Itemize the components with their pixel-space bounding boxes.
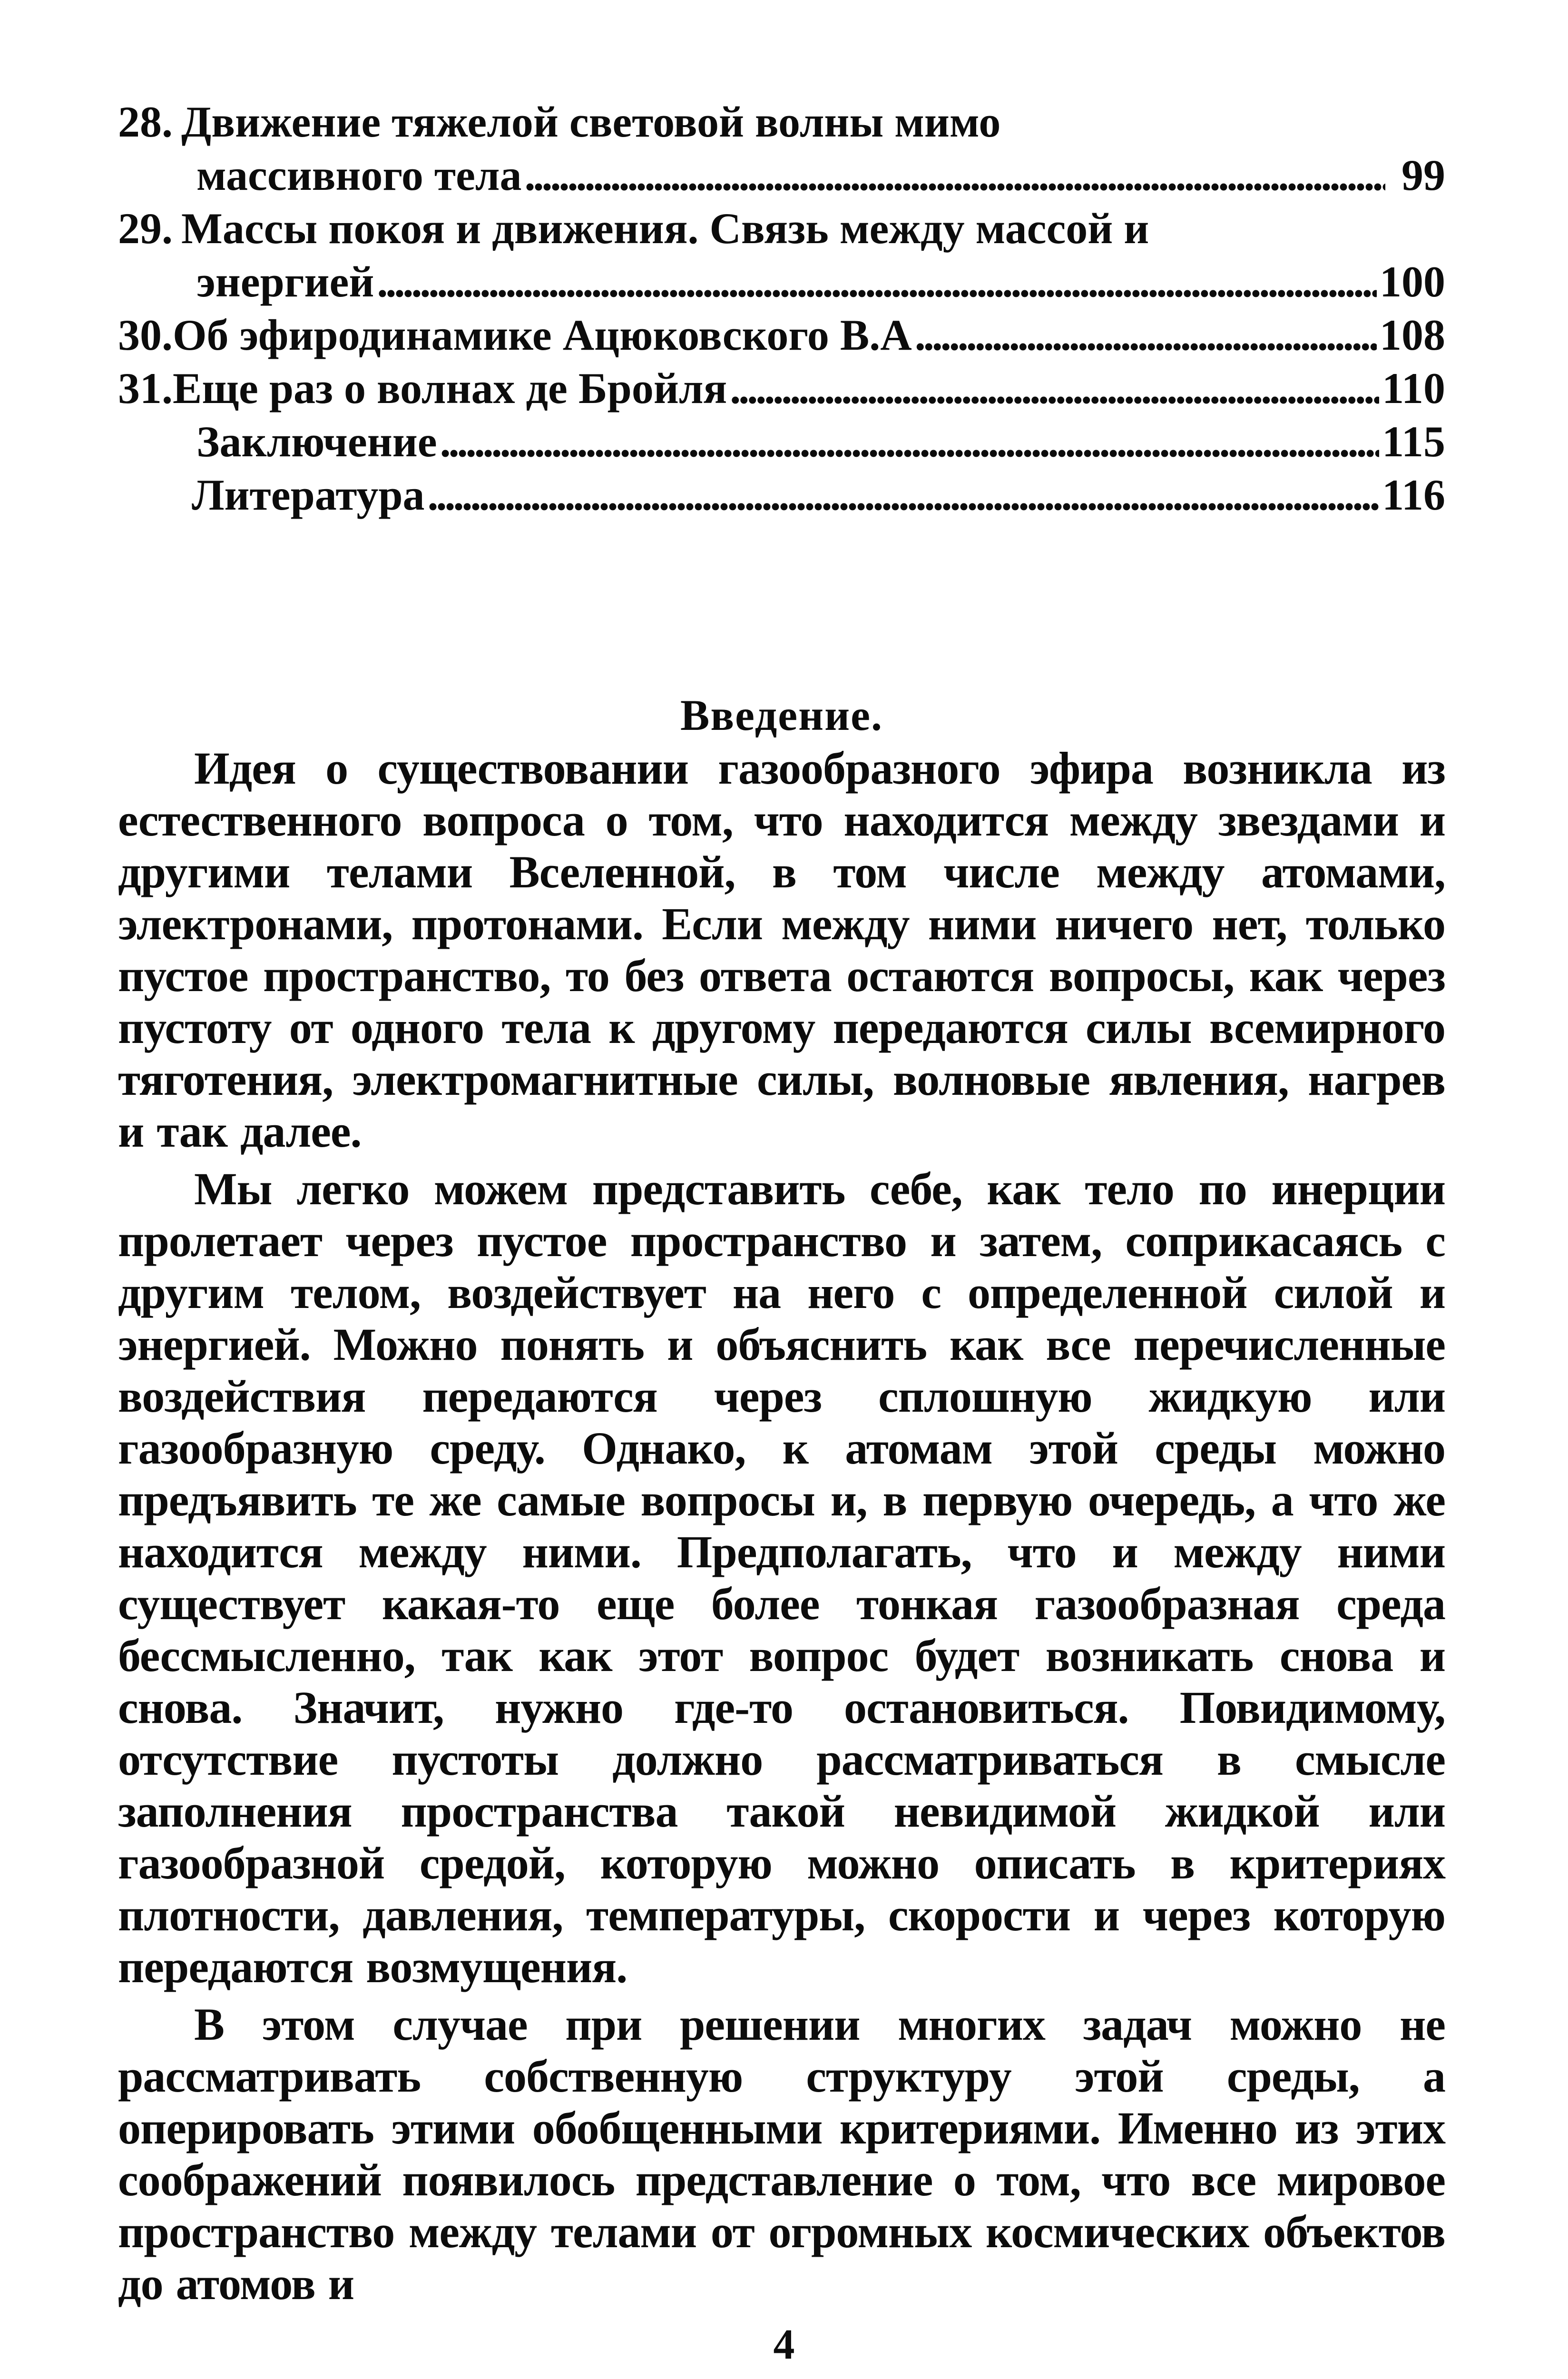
page-number: 4 <box>773 2321 795 2368</box>
toc-entry-title: Массы покоя и движения. Связь между массой и <box>181 204 1149 253</box>
page-content <box>118 95 1445 2309</box>
toc-entry-page: 108 <box>1380 311 1445 359</box>
paragraph: Идея о существовании газообразного эфира возникла из естественного вопроса о том, что находится между звездами и другими телами Вселенной, в том числе между атомами, электронами, протонами. Если между ними ничего нет, только пустое пространство, то без ответа остаются вопросы, как через пустоту от одного тела к другому передаются силы всемирного тяготения, электромагнитные силы, волновые явления, нагрев и так далее. <box>118 743 1445 1157</box>
toc-entry-literature <box>118 468 1445 521</box>
toc-entry-title: Заключение <box>196 417 437 466</box>
toc-entry-title: Еще раз о волнах де Бройля <box>173 364 727 413</box>
toc-entry-28-line2 <box>118 148 1445 202</box>
toc-entry-page: 99 <box>1401 151 1445 199</box>
paragraph: В этом случае при решении многих задач можно не рассматривать собственную структуру этой среды, а оперировать этими обобщенными критериями. Именно из этих соображений появилось представление о том, что все мировое пространство между телами от огромных космических объектов до атомов и <box>118 1999 1445 2309</box>
toc-dot-leader <box>525 148 1385 202</box>
toc-entry-number: 30. <box>118 311 173 359</box>
toc-entry-number: 28. <box>118 98 173 146</box>
toc-entry-page: 110 <box>1382 364 1445 413</box>
toc-entry-conclusion <box>118 415 1445 468</box>
paragraph: Мы легко можем представить себе, как тело по инерции пролетает через пустое пространство и затем, соприкасаясь с другим телом, воздействует на него с определенной силой и энергией. Можно понять и объяснить как все перечисленные воздействия передаются через сплошную жидкую или газообразную среду. Однако, к атомам этой среды можно предъявить те же самые вопросы и, в первую очередь, а что же находится между ними. Предполагать, что и между ними существует какая-то еще более тонкая газообразная среда бессмысленно, так как этот вопрос будет возникать снова и снова. Значит, нужно где-то остановиться. Повидимому, отсутствие пустоты должно рассматриваться в смысле заполнения пространства такой невидимой жидкой или газообразной средой, которую можно описать в критериях плотности, давления, температуры, скорости и через которую передаются возмущения. <box>118 1163 1445 1992</box>
toc-entry-31 <box>118 362 1445 415</box>
toc-dot-leader <box>730 362 1379 415</box>
toc-dot-leader <box>377 255 1377 308</box>
toc-dot-leader <box>915 308 1377 362</box>
toc-entry-page: 115 <box>1382 417 1445 466</box>
toc-entry-page: 100 <box>1380 257 1445 306</box>
toc-entry-title-continued: массивного тела <box>196 151 522 199</box>
toc-entry-30 <box>118 308 1445 362</box>
toc-entry-title-continued: энергией <box>196 257 374 306</box>
toc-entry-29-line2 <box>118 255 1445 308</box>
toc-entry-title: Об эфиродинамике Ацюковского В.А <box>173 311 912 359</box>
toc-entry-title: Движение тяжелой световой волны мимо <box>181 98 1001 146</box>
toc-entry-number: 29. <box>118 204 173 253</box>
toc-entry-28-line1 <box>118 95 1445 148</box>
section-body <box>118 742 1445 2315</box>
toc-entry-number: 31. <box>118 364 173 413</box>
toc-entry-29-line1 <box>118 202 1445 255</box>
toc-dot-leader <box>440 415 1380 468</box>
toc-dot-leader <box>428 468 1380 521</box>
table-of-contents <box>118 95 1445 521</box>
toc-entry-page: 116 <box>1382 471 1445 519</box>
section-heading: Введение. <box>680 691 883 739</box>
toc-entry-title: Литература <box>192 471 425 519</box>
